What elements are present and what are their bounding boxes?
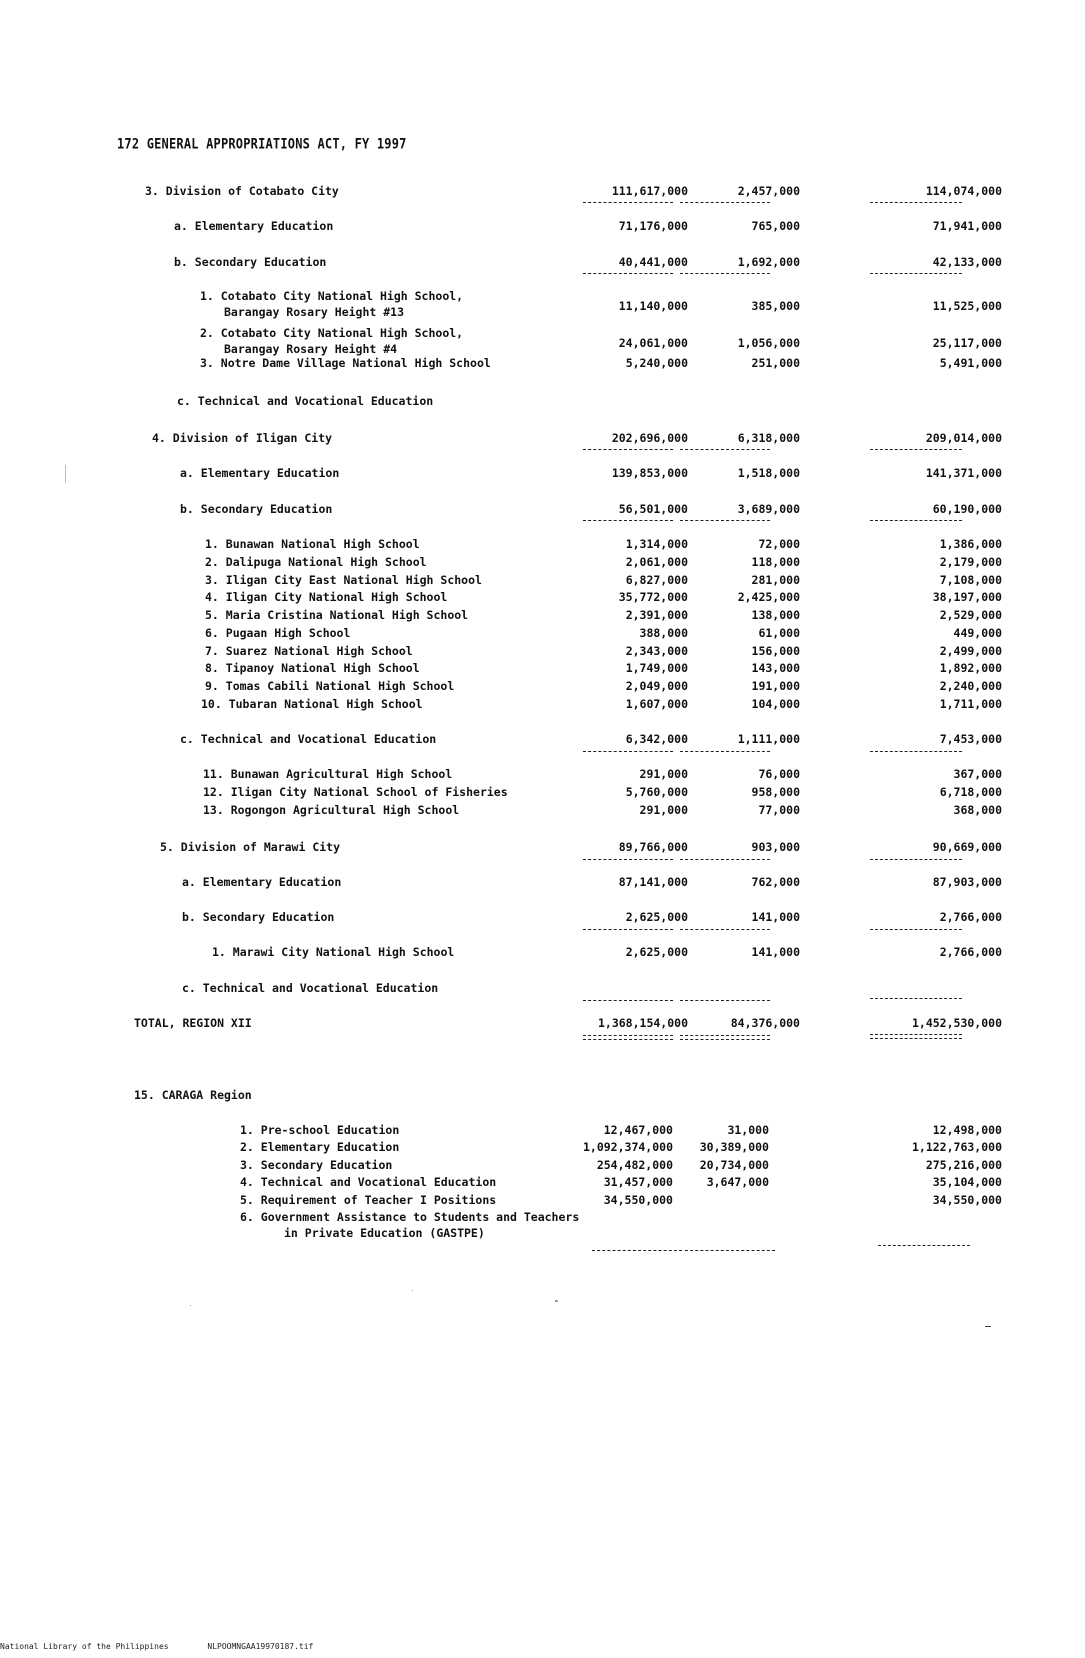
amount-col1: 1,749,000: [625, 661, 688, 675]
amount-col3: 1,386,000: [939, 537, 1002, 551]
row-label: 2. Elementary Education: [240, 1140, 400, 1154]
amount-col3: 25,117,000: [932, 336, 1002, 350]
amount-col1: 2,625,000: [625, 945, 688, 959]
row-label: 13. Rogongon Agricultural High School: [203, 803, 460, 817]
amount-col3: 275,216,000: [925, 1158, 1002, 1172]
amount-col1: 35,772,000: [618, 590, 688, 604]
scan-mark: [555, 1300, 558, 1302]
amount-col2: 30,389,000: [699, 1140, 769, 1154]
amount-col2: 191,000: [751, 679, 800, 693]
subtotal-rule: [583, 273, 673, 274]
subtotal-rule: [680, 859, 770, 860]
table-row: [0, 536, 1085, 553]
table-row: [0, 589, 1085, 606]
amount-col2: 104,000: [751, 697, 800, 711]
subtotal-rule: [583, 520, 673, 521]
amount-col1: 111,617,000: [611, 184, 688, 198]
amount-col2: 762,000: [751, 875, 800, 889]
row-label: 9. Tomas Cabili National High School: [205, 679, 455, 693]
amount-col2: 72,000: [758, 537, 800, 551]
amount-col1: 89,766,000: [618, 840, 688, 854]
amount-col3: 114,074,000: [925, 184, 1002, 198]
amount-col2: 3,647,000: [706, 1175, 769, 1189]
subtotal-rule: [680, 520, 770, 521]
amount-col1: 11,140,000: [618, 299, 688, 313]
scan-mark: [65, 465, 66, 483]
section-heading: 15. CARAGA Region: [134, 1088, 252, 1102]
subtotal-rule: [680, 273, 770, 274]
amount-col2: 958,000: [751, 785, 800, 799]
subtotal-rule: [870, 929, 962, 930]
amount-col3: 368,000: [953, 803, 1002, 817]
amount-col1: 24,061,000: [618, 336, 688, 350]
table-row: [0, 465, 1085, 482]
amount-col1: 5,760,000: [625, 785, 688, 799]
amount-col2: 765,000: [751, 219, 800, 233]
scan-mark: [985, 1326, 991, 1327]
amount-col1: 6,342,000: [625, 732, 688, 746]
amount-col1: 31,457,000: [603, 1175, 673, 1189]
page-title: 172 GENERAL APPROPRIATIONS ACT, FY 1997: [117, 136, 407, 153]
amount-col1: 388,000: [639, 626, 688, 640]
scan-footer: [0, 1642, 347, 1651]
row-label: 6. Government Assistance to Students and Teachers in Private Education (GASTPE): [240, 1210, 580, 1240]
amount-col2: 141,000: [751, 910, 800, 924]
row-label: 12. Iligan City National School of Fisheries: [203, 785, 508, 799]
amount-col2: 156,000: [751, 644, 800, 658]
row-label: 1. Bunawan National High School: [205, 537, 420, 551]
amount-col3: 2,766,000: [939, 910, 1002, 924]
amount-col2: 31,000: [727, 1123, 769, 1137]
amount-col1: 291,000: [639, 767, 688, 781]
amount-col1: 2,391,000: [625, 608, 688, 622]
amount-col3: 34,550,000: [932, 1193, 1002, 1207]
amount-col1: 71,176,000: [618, 219, 688, 233]
amount-col2: 141,000: [751, 945, 800, 959]
amount-col2: 118,000: [751, 555, 800, 569]
amount-col3: 6,718,000: [939, 785, 1002, 799]
table-row: [0, 660, 1085, 677]
amount-col1: 40,441,000: [618, 255, 688, 269]
amount-col1: 56,501,000: [618, 502, 688, 516]
row-label: 3. Division of Cotabato City: [145, 184, 339, 198]
scan-mark: [190, 1305, 191, 1306]
table-row: [0, 1192, 1085, 1209]
table-row: [0, 731, 1085, 748]
row-label: 3. Iligan City East National High School: [205, 573, 482, 587]
row-label: 1. Pre-school Education: [240, 1123, 400, 1137]
amount-col3: 2,179,000: [939, 555, 1002, 569]
table-row: [0, 980, 1085, 997]
amount-col2: 385,000: [751, 299, 800, 313]
table-row: [0, 678, 1085, 695]
row-label: 7. Suarez National High School: [205, 644, 413, 658]
row-label: TOTAL, REGION XII: [134, 1016, 252, 1030]
table-row: [0, 218, 1085, 235]
table-row: [0, 874, 1085, 891]
amount-col1: 139,853,000: [611, 466, 688, 480]
amount-col2: 77,000: [758, 803, 800, 817]
row-label: 3. Secondary Education: [240, 1158, 393, 1172]
amount-col1: 5,240,000: [625, 356, 688, 370]
table-row: [0, 254, 1085, 271]
amount-col1: 1,092,374,000: [582, 1140, 673, 1154]
row-label: 10. Tubaran National High School: [201, 697, 423, 711]
table-row: [0, 325, 1085, 359]
amount-col1: 12,467,000: [603, 1123, 673, 1137]
amount-col3: 367,000: [953, 767, 1002, 781]
table-row: [0, 766, 1085, 783]
subtotal-rule: [870, 449, 962, 450]
row-label: 1. Marawi City National High School: [212, 945, 455, 959]
scan-mark: [412, 1290, 413, 1291]
table-row: [0, 572, 1085, 589]
row-label: 3. Notre Dame Village National High School: [200, 356, 491, 370]
subtotal-rule: [878, 1245, 970, 1246]
amount-col3: 7,453,000: [939, 732, 1002, 746]
row-label: 1. Cotabato City National High School, Barangay Rosary Height #13: [200, 289, 464, 319]
subtotal-rule: [870, 273, 962, 274]
table-row: [0, 1139, 1085, 1156]
row-label: 6. Pugaan High School: [205, 626, 351, 640]
amount-col3: 2,529,000: [939, 608, 1002, 622]
table-row: [0, 784, 1085, 801]
table-row: [0, 625, 1085, 642]
row-label: c. Technical and Vocational Education: [177, 394, 434, 408]
amount-col2: 903,000: [751, 840, 800, 854]
subtotal-rule: [870, 520, 962, 521]
table-row: [0, 839, 1085, 856]
row-label: c. Technical and Vocational Education: [180, 732, 437, 746]
amount-col1: 291,000: [639, 803, 688, 817]
row-label: 8. Tipanoy National High School: [205, 661, 420, 675]
amount-col3: 2,499,000: [939, 644, 1002, 658]
total-double-rule: [870, 1034, 962, 1039]
amount-col3: 7,108,000: [939, 573, 1002, 587]
table-row: [0, 355, 1085, 372]
amount-col2: 138,000: [751, 608, 800, 622]
amount-col3: 87,903,000: [932, 875, 1002, 889]
amount-col2: 61,000: [758, 626, 800, 640]
amount-col1: 2,049,000: [625, 679, 688, 693]
amount-col3: 12,498,000: [932, 1123, 1002, 1137]
amount-col2: 76,000: [758, 767, 800, 781]
amount-col3: 2,240,000: [939, 679, 1002, 693]
subtotal-rule: [583, 859, 673, 860]
amount-col1: 1,368,154,000: [597, 1016, 688, 1030]
amount-col3: 35,104,000: [932, 1175, 1002, 1189]
table-row: [0, 501, 1085, 518]
amount-col3: 449,000: [953, 626, 1002, 640]
amount-col1: 2,625,000: [625, 910, 688, 924]
subtotal-rule: [870, 751, 962, 752]
table-row: [0, 393, 1085, 410]
amount-col1: 2,061,000: [625, 555, 688, 569]
amount-col3: 209,014,000: [925, 431, 1002, 445]
amount-col3: 42,133,000: [932, 255, 1002, 269]
total-row: [0, 1015, 1085, 1032]
amount-col2: 281,000: [751, 573, 800, 587]
row-label: c. Technical and Vocational Education: [182, 981, 439, 995]
amount-col2: 143,000: [751, 661, 800, 675]
table-row: [0, 1209, 1085, 1243]
row-label: a. Elementary Education: [174, 219, 334, 233]
amount-col2: 2,457,000: [737, 184, 800, 198]
amount-col2: 84,376,000: [730, 1016, 800, 1030]
amount-col3: 2,766,000: [939, 945, 1002, 959]
amount-col3: 71,941,000: [932, 219, 1002, 233]
table-row: [0, 909, 1085, 926]
amount-col2: 1,056,000: [737, 336, 800, 350]
amount-col1: 2,343,000: [625, 644, 688, 658]
amount-col2: 20,734,000: [699, 1158, 769, 1172]
row-label: a. Elementary Education: [180, 466, 340, 480]
table-row: [0, 1157, 1085, 1174]
subtotal-rule: [680, 751, 770, 752]
amount-col3: 60,190,000: [932, 502, 1002, 516]
subtotal-rule: [680, 202, 770, 203]
row-label: 11. Bunawan Agricultural High School: [203, 767, 453, 781]
subtotal-rule: [685, 1250, 775, 1251]
amount-col1: 1,607,000: [625, 697, 688, 711]
subtotal-rule: [583, 449, 673, 450]
amount-col3: 1,711,000: [939, 697, 1002, 711]
subtotal-rule: [583, 751, 673, 752]
subtotal-rule: [583, 1000, 673, 1001]
table-row: [0, 430, 1085, 447]
amount-col3: 11,525,000: [932, 299, 1002, 313]
subtotal-rule: [680, 449, 770, 450]
amount-col2: 2,425,000: [737, 590, 800, 604]
table-row: [0, 643, 1085, 660]
row-label: 2. Cotabato City National High School, Barangay Rosary Height #4: [200, 326, 464, 356]
row-label: b. Secondary Education: [180, 502, 333, 516]
amount-col3: 5,491,000: [939, 356, 1002, 370]
amount-col2: 1,692,000: [737, 255, 800, 269]
amount-col3: 1,122,763,000: [911, 1140, 1002, 1154]
row-label: b. Secondary Education: [174, 255, 327, 269]
row-label: 4. Division of Iligan City: [152, 431, 333, 445]
subtotal-rule: [583, 929, 673, 930]
total-double-rule: [680, 1035, 770, 1040]
amount-col2: 1,518,000: [737, 466, 800, 480]
amount-col1: 87,141,000: [618, 875, 688, 889]
subtotal-rule: [870, 202, 962, 203]
table-row: [0, 183, 1085, 200]
amount-col1: 202,696,000: [611, 431, 688, 445]
subtotal-rule: [592, 1250, 682, 1251]
row-label: 2. Dalipuga National High School: [205, 555, 427, 569]
row-label: a. Elementary Education: [182, 875, 342, 889]
table-row: [0, 696, 1085, 713]
table-row: [0, 944, 1085, 961]
amount-col3: 1,452,530,000: [911, 1016, 1002, 1030]
table-row: [0, 554, 1085, 571]
amount-col2: 6,318,000: [737, 431, 800, 445]
amount-col2: 251,000: [751, 356, 800, 370]
library-credit: National Library of the Philippines: [0, 1642, 169, 1651]
amount-col1: 254,482,000: [596, 1158, 673, 1172]
scan-filename: NLPOOMNGAA19970187.tif: [207, 1642, 314, 1651]
amount-col1: 6,827,000: [625, 573, 688, 587]
table-row: [0, 1122, 1085, 1139]
amount-col2: 1,111,000: [737, 732, 800, 746]
total-double-rule: [583, 1035, 673, 1040]
row-label: 4. Iligan City National High School: [205, 590, 448, 604]
amount-col2: 3,689,000: [737, 502, 800, 516]
table-row: [0, 607, 1085, 624]
table-row: [0, 1174, 1085, 1191]
row-label: 4. Technical and Vocational Education: [240, 1175, 497, 1189]
amount-col1: 34,550,000: [603, 1193, 673, 1207]
amount-col3: 1,892,000: [939, 661, 1002, 675]
amount-col3: 90,669,000: [932, 840, 1002, 854]
table-row: [0, 288, 1085, 322]
row-label: b. Secondary Education: [182, 910, 335, 924]
amount-col1: 1,314,000: [625, 537, 688, 551]
subtotal-rule: [870, 859, 962, 860]
amount-col3: 141,371,000: [925, 466, 1002, 480]
subtotal-rule: [680, 1000, 770, 1001]
subtotal-rule: [680, 929, 770, 930]
row-label: 5. Division of Marawi City: [160, 840, 341, 854]
table-row: [0, 1087, 1085, 1104]
row-label: 5. Maria Cristina National High School: [205, 608, 469, 622]
table-row: [0, 802, 1085, 819]
row-label: 5. Requirement of Teacher I Positions: [240, 1193, 497, 1207]
amount-col3: 38,197,000: [932, 590, 1002, 604]
subtotal-rule: [870, 998, 962, 999]
subtotal-rule: [583, 202, 673, 203]
